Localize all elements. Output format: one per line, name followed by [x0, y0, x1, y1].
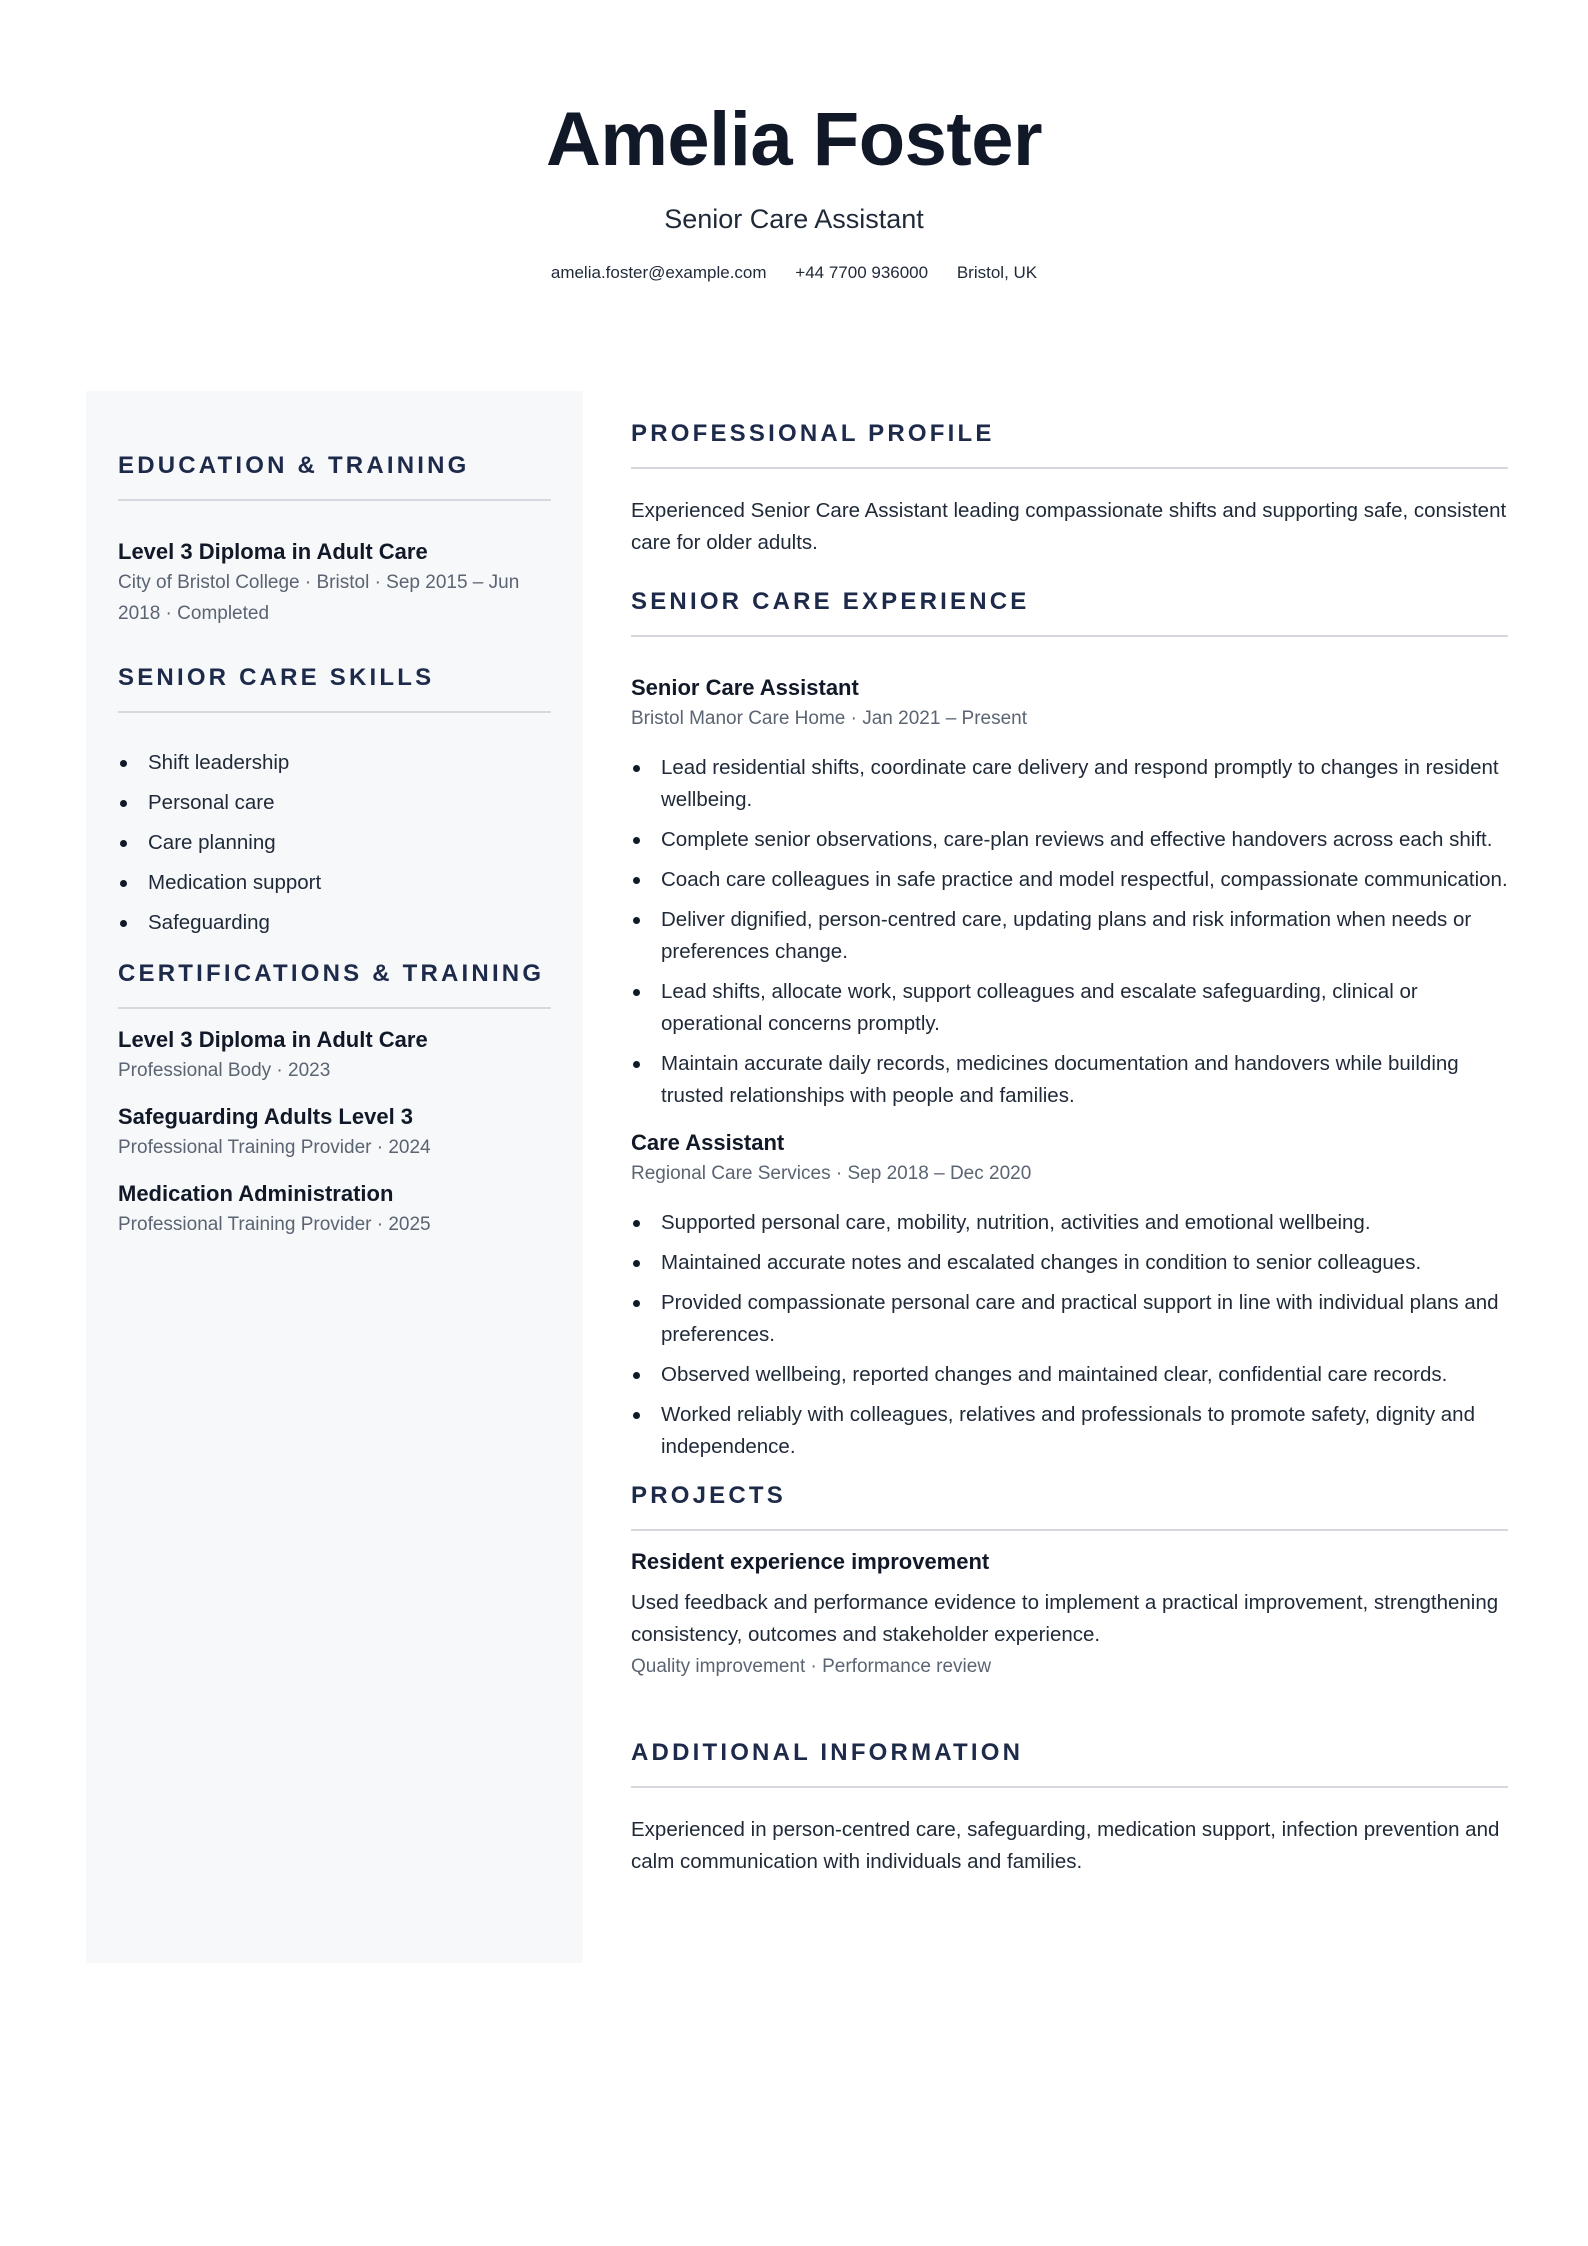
job-entry: [631, 673, 1508, 1112]
job-bullet: Lead shifts, allocate work, support colleagues and escalate safeguarding, clinical or operational concerns promptly.: [631, 976, 1508, 1040]
section-heading: SENIOR CARE EXPERIENCE: [631, 587, 1508, 637]
skill-item: Safeguarding: [118, 907, 551, 939]
education-meta: City of Bristol College · Bristol · Sep 2015 – Jun 2018 · Completed: [118, 572, 520, 624]
candidate-title: Senior Care Assistant: [664, 204, 924, 234]
sidebar: [86, 391, 583, 1963]
contact-line: [0, 262, 1588, 284]
job-bullet: Supported personal care, mobility, nutrition, activities and emotional wellbeing.: [631, 1207, 1508, 1239]
job-bullets: [631, 752, 1508, 1112]
certification-title: Safeguarding Adults Level 3: [118, 1104, 414, 1129]
section-heading: CERTIFICATIONS & TRAINING: [118, 959, 551, 1009]
certification-title: Medication Administration: [118, 1181, 394, 1206]
contact-email[interactable]: amelia.foster@example.com: [550, 263, 767, 282]
job-bullet: Provided compassionate personal care and practical support in line with individual plans and preferences.: [631, 1287, 1508, 1351]
education-title: Level 3 Diploma in Adult Care: [118, 539, 428, 564]
additional-text: Experienced in person-centred care, safeguarding, medication support, infection prevention and calm communication with individuals and families.: [631, 1818, 1500, 1873]
job-bullet: Maintain accurate daily records, medicines documentation and handovers while building trusted relationships with people and families.: [631, 1048, 1508, 1112]
certification-meta: Professional Training Provider · 2024: [118, 1137, 431, 1158]
certifications-section: [118, 959, 551, 1240]
certification-item: [118, 1025, 551, 1086]
certification-meta: Professional Training Provider · 2025: [118, 1214, 431, 1235]
main-column: [631, 391, 1508, 1878]
education-section: [118, 391, 551, 629]
job-meta: Regional Care Services · Sep 2018 – Dec 2020: [631, 1163, 1032, 1184]
job-bullet: Maintained accurate notes and escalated changes in condition to senior colleagues.: [631, 1247, 1508, 1279]
job-bullets: [631, 1207, 1508, 1463]
skill-item: Care planning: [118, 827, 551, 859]
contact-location: Bristol, UK: [956, 263, 1038, 282]
job-meta: Bristol Manor Care Home · Jan 2021 – Present: [631, 708, 1028, 729]
resume-header: [0, 92, 1588, 284]
project-item: [631, 1547, 1508, 1682]
job-bullet: Observed wellbeing, reported changes and maintained clear, confidential care records.: [631, 1359, 1508, 1391]
certification-item: [118, 1102, 551, 1163]
certification-item: [118, 1179, 551, 1240]
profile-section: [631, 391, 1508, 559]
certification-meta: Professional Body · 2023: [118, 1060, 331, 1081]
section-heading: PROJECTS: [631, 1481, 1508, 1531]
education-item: [118, 537, 551, 629]
section-heading: EDUCATION & TRAINING: [118, 451, 551, 501]
section-heading: PROFESSIONAL PROFILE: [631, 419, 1508, 469]
additional-section: [631, 1738, 1508, 1878]
contact-phone[interactable]: +44 7700 936000: [795, 263, 929, 282]
section-heading: ADDITIONAL INFORMATION: [631, 1738, 1508, 1788]
experience-section: [631, 587, 1508, 1463]
job-bullet: Deliver dignified, person-centred care, updating plans and risk information when needs or preferences change.: [631, 904, 1508, 968]
section-heading: SENIOR CARE SKILLS: [118, 663, 551, 713]
candidate-name: Amelia Foster: [545, 97, 1043, 182]
project-description: Used feedback and performance evidence to implement a practical improvement, strengthening consistency, outcomes and stakeholder experience.: [631, 1591, 1499, 1646]
job-bullet: Coach care colleagues in safe practice and model respectful, compassionate communication.: [631, 864, 1508, 896]
project-tags: Quality improvement · Performance review: [631, 1656, 992, 1677]
skills-section: [118, 663, 551, 939]
profile-text: Experienced Senior Care Assistant leading compassionate shifts and supporting safe, consistent care for older adults.: [631, 499, 1507, 554]
job-bullet: Complete senior observations, care-plan reviews and effective handovers across each shift.: [631, 824, 1508, 856]
job-title: Care Assistant: [631, 1130, 785, 1155]
project-title: Resident experience improvement: [631, 1549, 990, 1574]
job-bullet: Lead residential shifts, coordinate care delivery and respond promptly to changes in resident wellbeing.: [631, 752, 1508, 816]
projects-section: [631, 1481, 1508, 1682]
job-title: Senior Care Assistant: [631, 675, 859, 700]
job-bullet: Worked reliably with colleagues, relatives and professionals to promote safety, dignity and independence.: [631, 1399, 1508, 1463]
skills-list: [118, 747, 551, 939]
certification-title: Level 3 Diploma in Adult Care: [118, 1027, 428, 1052]
skill-item: Personal care: [118, 787, 551, 819]
job-entry: [631, 1128, 1508, 1463]
skill-item: Shift leadership: [118, 747, 551, 779]
skill-item: Medication support: [118, 867, 551, 899]
